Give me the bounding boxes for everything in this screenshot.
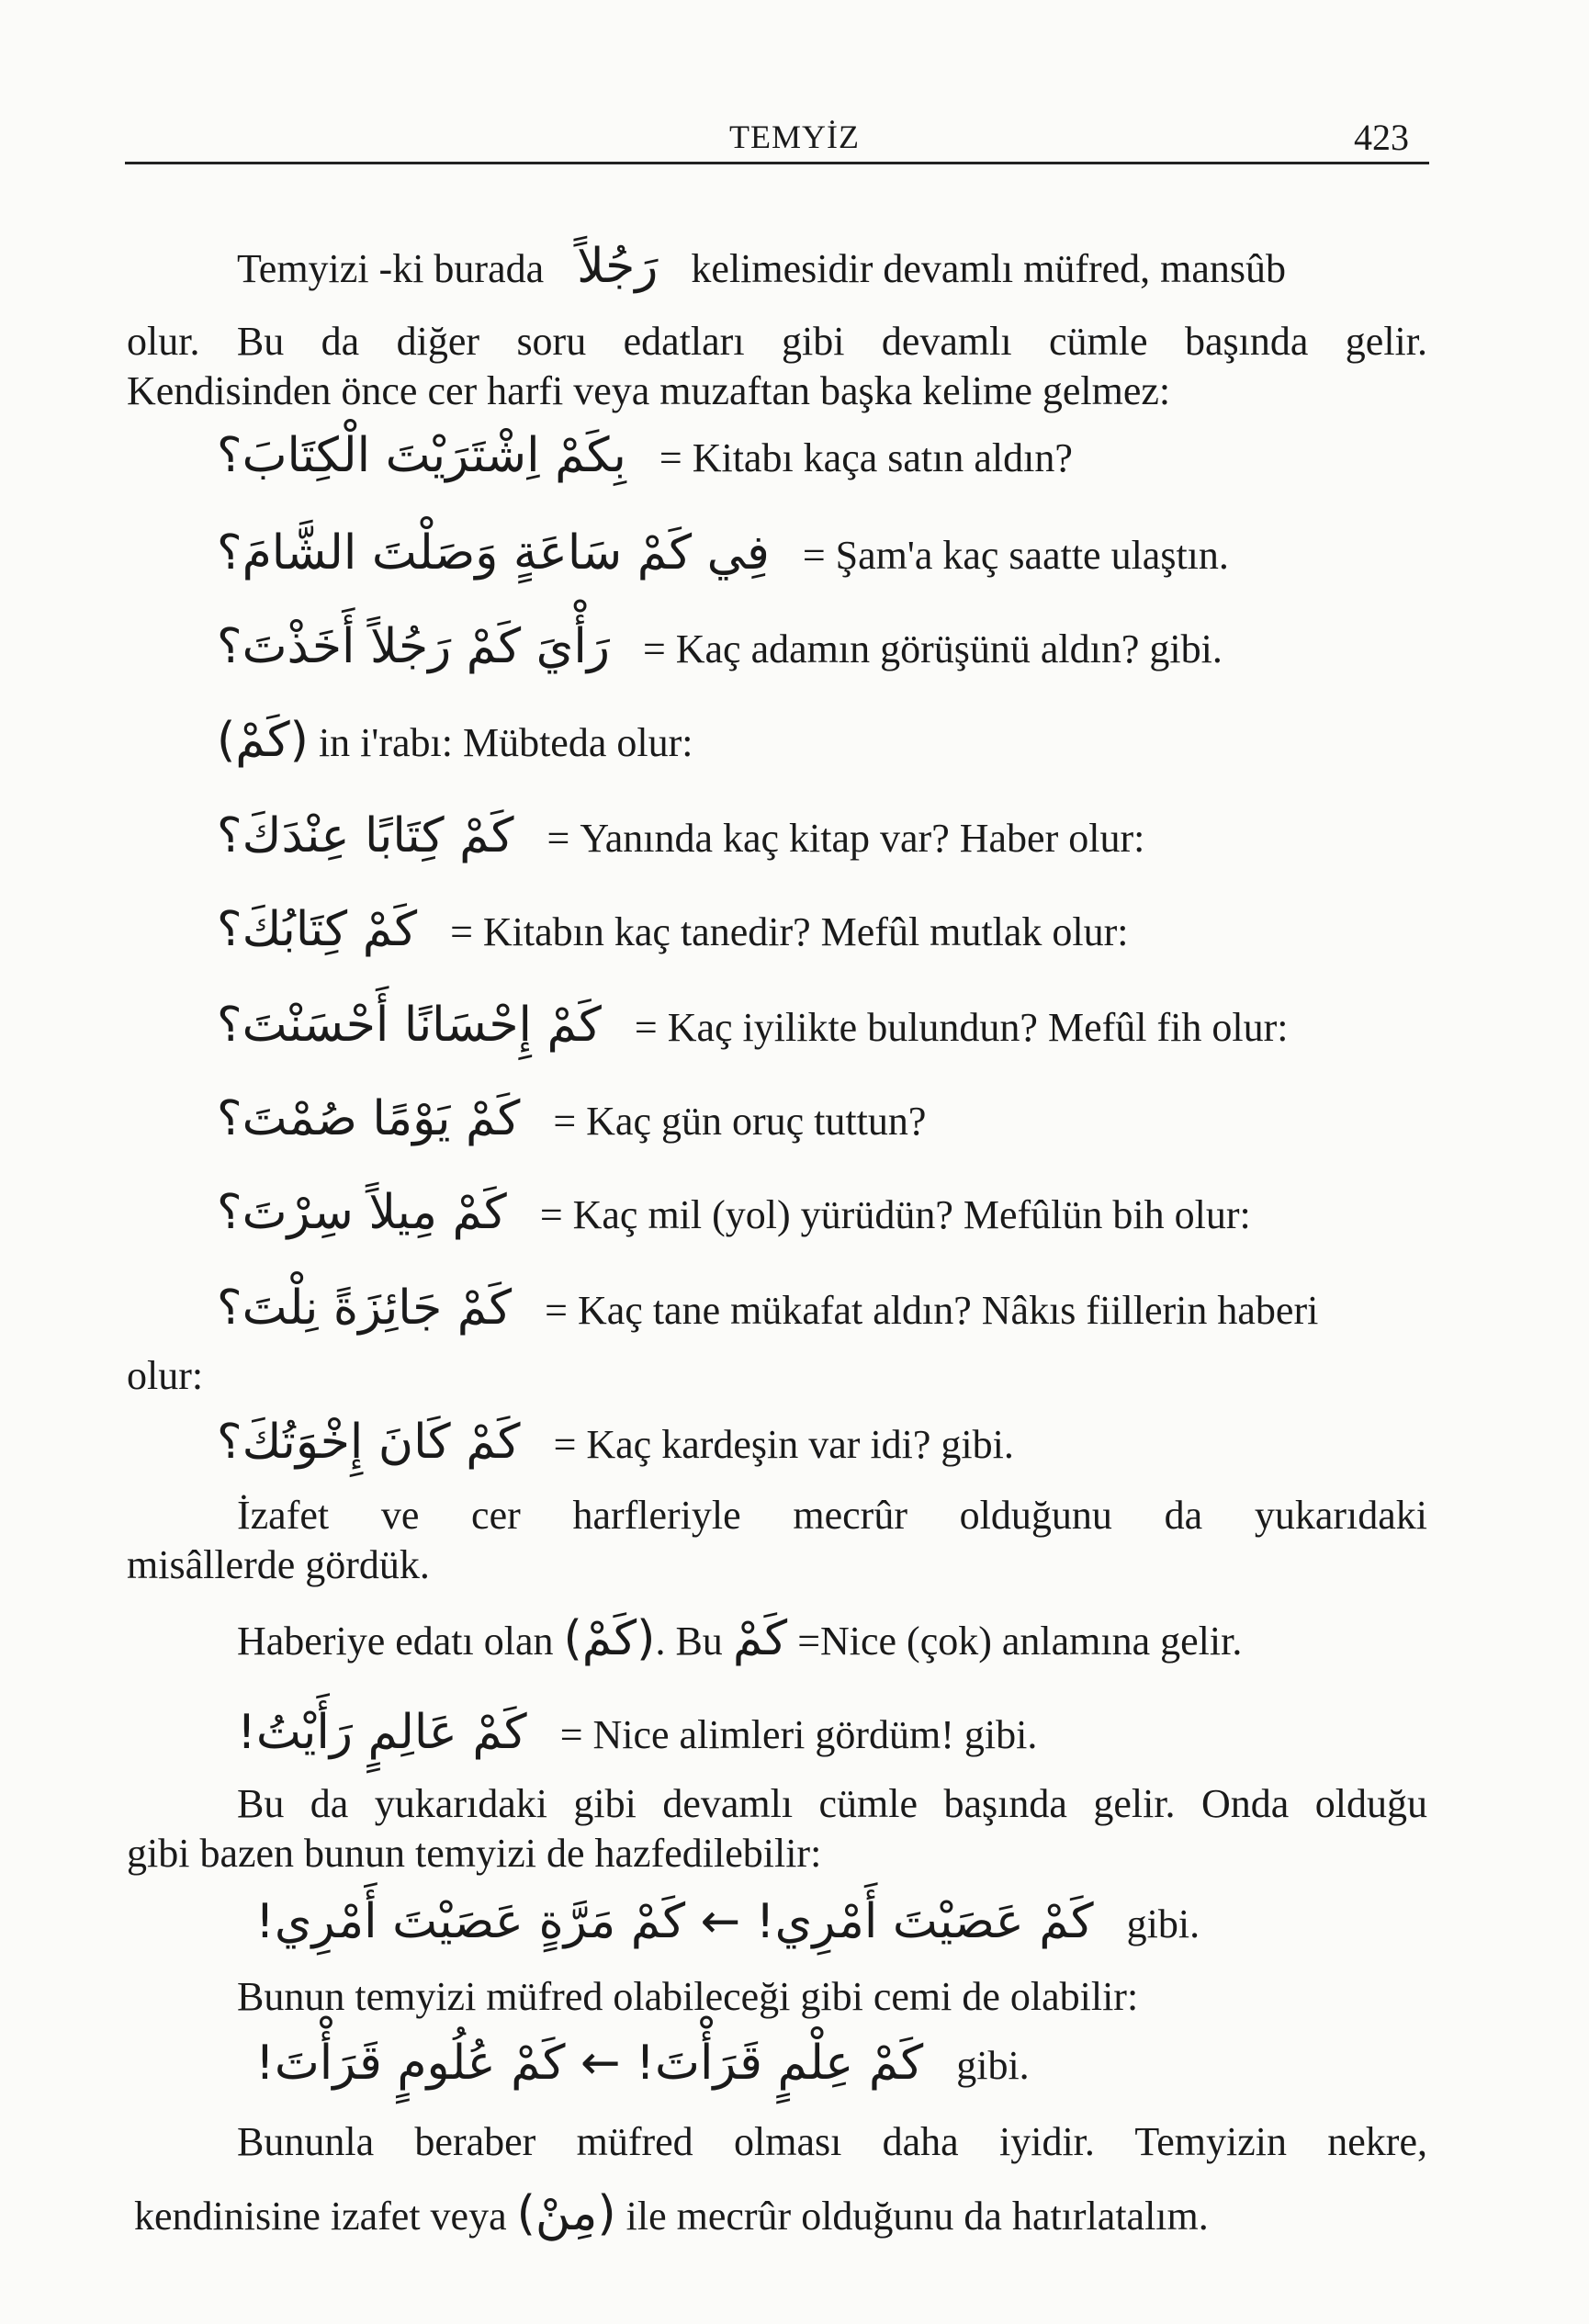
text: ile mecrûr olduğunu da hatırlatalım.	[625, 2194, 1209, 2239]
example-11	[237, 1707, 1037, 1761]
paragraph-2-line-2: misâllerde gördük.	[127, 1542, 430, 1587]
text: . Bu	[655, 1619, 723, 1664]
arabic-example: كَمْ يَوْمًا صُمْتَ؟	[217, 1091, 521, 1146]
translation: = Kaç kardeşin var idi? gibi.	[553, 1422, 1014, 1467]
irab-line	[217, 715, 693, 769]
arabic-kam: (كَمْ)	[217, 713, 309, 768]
example-7	[217, 1093, 926, 1147]
translation: = Şam'a kaç saatte ulaştın.	[802, 533, 1229, 578]
arabic-kam: (كَمْ)	[563, 1611, 656, 1666]
example-5	[217, 904, 1128, 958]
arabic-example: رَأْيَ كَمْ رَجُلاً أَخَذْتَ؟	[217, 619, 610, 674]
text: in i'rabı: Mübteda olur:	[318, 720, 693, 765]
text: Haberiye edatı olan	[237, 1619, 554, 1664]
text: kendinisine izafet veya	[134, 2194, 507, 2239]
example-8	[217, 1187, 1251, 1241]
translation: = Kaç adamın görüşünü aldın? gibi.	[642, 626, 1223, 671]
paragraph-2-line-1: İzafet ve cer harfleriyle mecrûr olduğunu da yukarıdaki	[237, 1493, 1427, 1538]
translation: = Kaç gün oruç tuttun?	[553, 1099, 927, 1144]
text: Temyizi -ki burada	[237, 246, 545, 291]
running-title: TEMYİZ	[729, 118, 860, 155]
arabic-example: كَمْ عَصَيْتَ أَمْرِي! ← كَمْ مَرَّةٍ عَصَيْتَ أَمْرِي!	[255, 1894, 1094, 1949]
example-1	[217, 430, 1073, 484]
text: gibi.	[956, 2043, 1030, 2088]
paragraph-4-line-2: gibi bazen bunun temyizi de hazfedilebilir:	[127, 1831, 822, 1876]
paragraph-1-line-2: olur. Bu da diğer soru edatları gibi devamlı cümle başında gelir.	[127, 319, 1427, 364]
arabic-example: بِكَمْ اِشْتَرَيْتَ الْكِتَابَ؟	[217, 428, 626, 483]
olur-line: olur:	[127, 1353, 204, 1398]
arabic-word: رَجُلاً	[577, 239, 659, 294]
example-9	[217, 1282, 1318, 1337]
paragraph-6-line-1: Bununla beraber müfred olması daha iyidir. Temyizin nekre,	[237, 2119, 1427, 2164]
arabic-example: كَمْ إِحْسَانًا أَحْسَنْتَ؟	[217, 998, 602, 1053]
paragraph-6-line-2	[134, 2188, 1209, 2242]
arabic-example: كَمْ كِتَابًا عِنْدَكَ؟	[217, 808, 514, 863]
translation: = Kaç iyilikte bulundun? Mefûl fih olur:	[634, 1005, 1289, 1050]
text: gibi.	[1126, 1901, 1200, 1946]
example-13	[255, 2037, 1030, 2092]
header-rule	[125, 162, 1429, 164]
paragraph-5: Bunun temyizi müfred olabileceği gibi cemi de olabilir:	[237, 1974, 1139, 2019]
paragraph-1-line-3: Kendisinden önce cer harfi veya muzaftan başka kelime gelmez:	[127, 368, 1171, 413]
arabic-example: كَمْ عَالِمٍ رَأَيْتُ!	[237, 1705, 527, 1760]
example-12	[255, 1896, 1200, 1950]
translation: = Kitabı kaça satın aldın?	[659, 435, 1073, 480]
paragraph-4-line-1: Bu da yukarıdaki gibi devamlı cümle başında gelir. Onda olduğu	[237, 1781, 1427, 1826]
text: =Nice (çok) anlamına gelir.	[797, 1619, 1243, 1664]
arabic-kam: كَمْ	[732, 1611, 788, 1666]
translation: = Kaç mil (yol) yürüdün? Mefûlün bih olur:	[539, 1192, 1251, 1237]
example-10	[217, 1416, 1014, 1471]
arabic-example: كَمْ عِلْمٍ قَرَأْتَ! ← كَمْ عُلُومٍ قَرَأْتَ!	[255, 2036, 924, 2091]
example-2	[217, 527, 1229, 581]
translation: = Kaç tane mükafat aldın? Nâkıs fiillerin haberi	[545, 1288, 1319, 1333]
page-number: 423	[1354, 117, 1409, 158]
arabic-example: كَمْ كَانَ إِخْوَتُكَ؟	[217, 1415, 521, 1470]
translation: = Yanında kaç kitap var? Haber olur:	[547, 816, 1145, 861]
paragraph-1-line-1	[237, 241, 1286, 295]
arabic-example: كَمْ كِتَابُكَ؟	[217, 902, 418, 957]
example-4	[217, 810, 1144, 864]
example-3	[217, 621, 1223, 675]
arabic-example: كَمْ مِيلاً سِرْتَ؟	[217, 1185, 507, 1240]
arabic-example: كَمْ جَائِزَةً نِلْتَ؟	[217, 1280, 513, 1336]
translation: = Nice alimleri gördüm! gibi.	[559, 1712, 1038, 1757]
text: kelimesidir devamlı müfred, mansûb	[691, 246, 1287, 291]
arabic-min: (مِنْ)	[516, 2186, 616, 2241]
arabic-example: فِي كَمْ سَاعَةٍ وَصَلْتَ الشَّامَ؟	[217, 525, 770, 581]
translation: = Kitabın kaç tanedir? Mefûl mutlak olur:	[450, 909, 1129, 954]
paragraph-3	[237, 1613, 1242, 1667]
example-6	[217, 999, 1288, 1054]
